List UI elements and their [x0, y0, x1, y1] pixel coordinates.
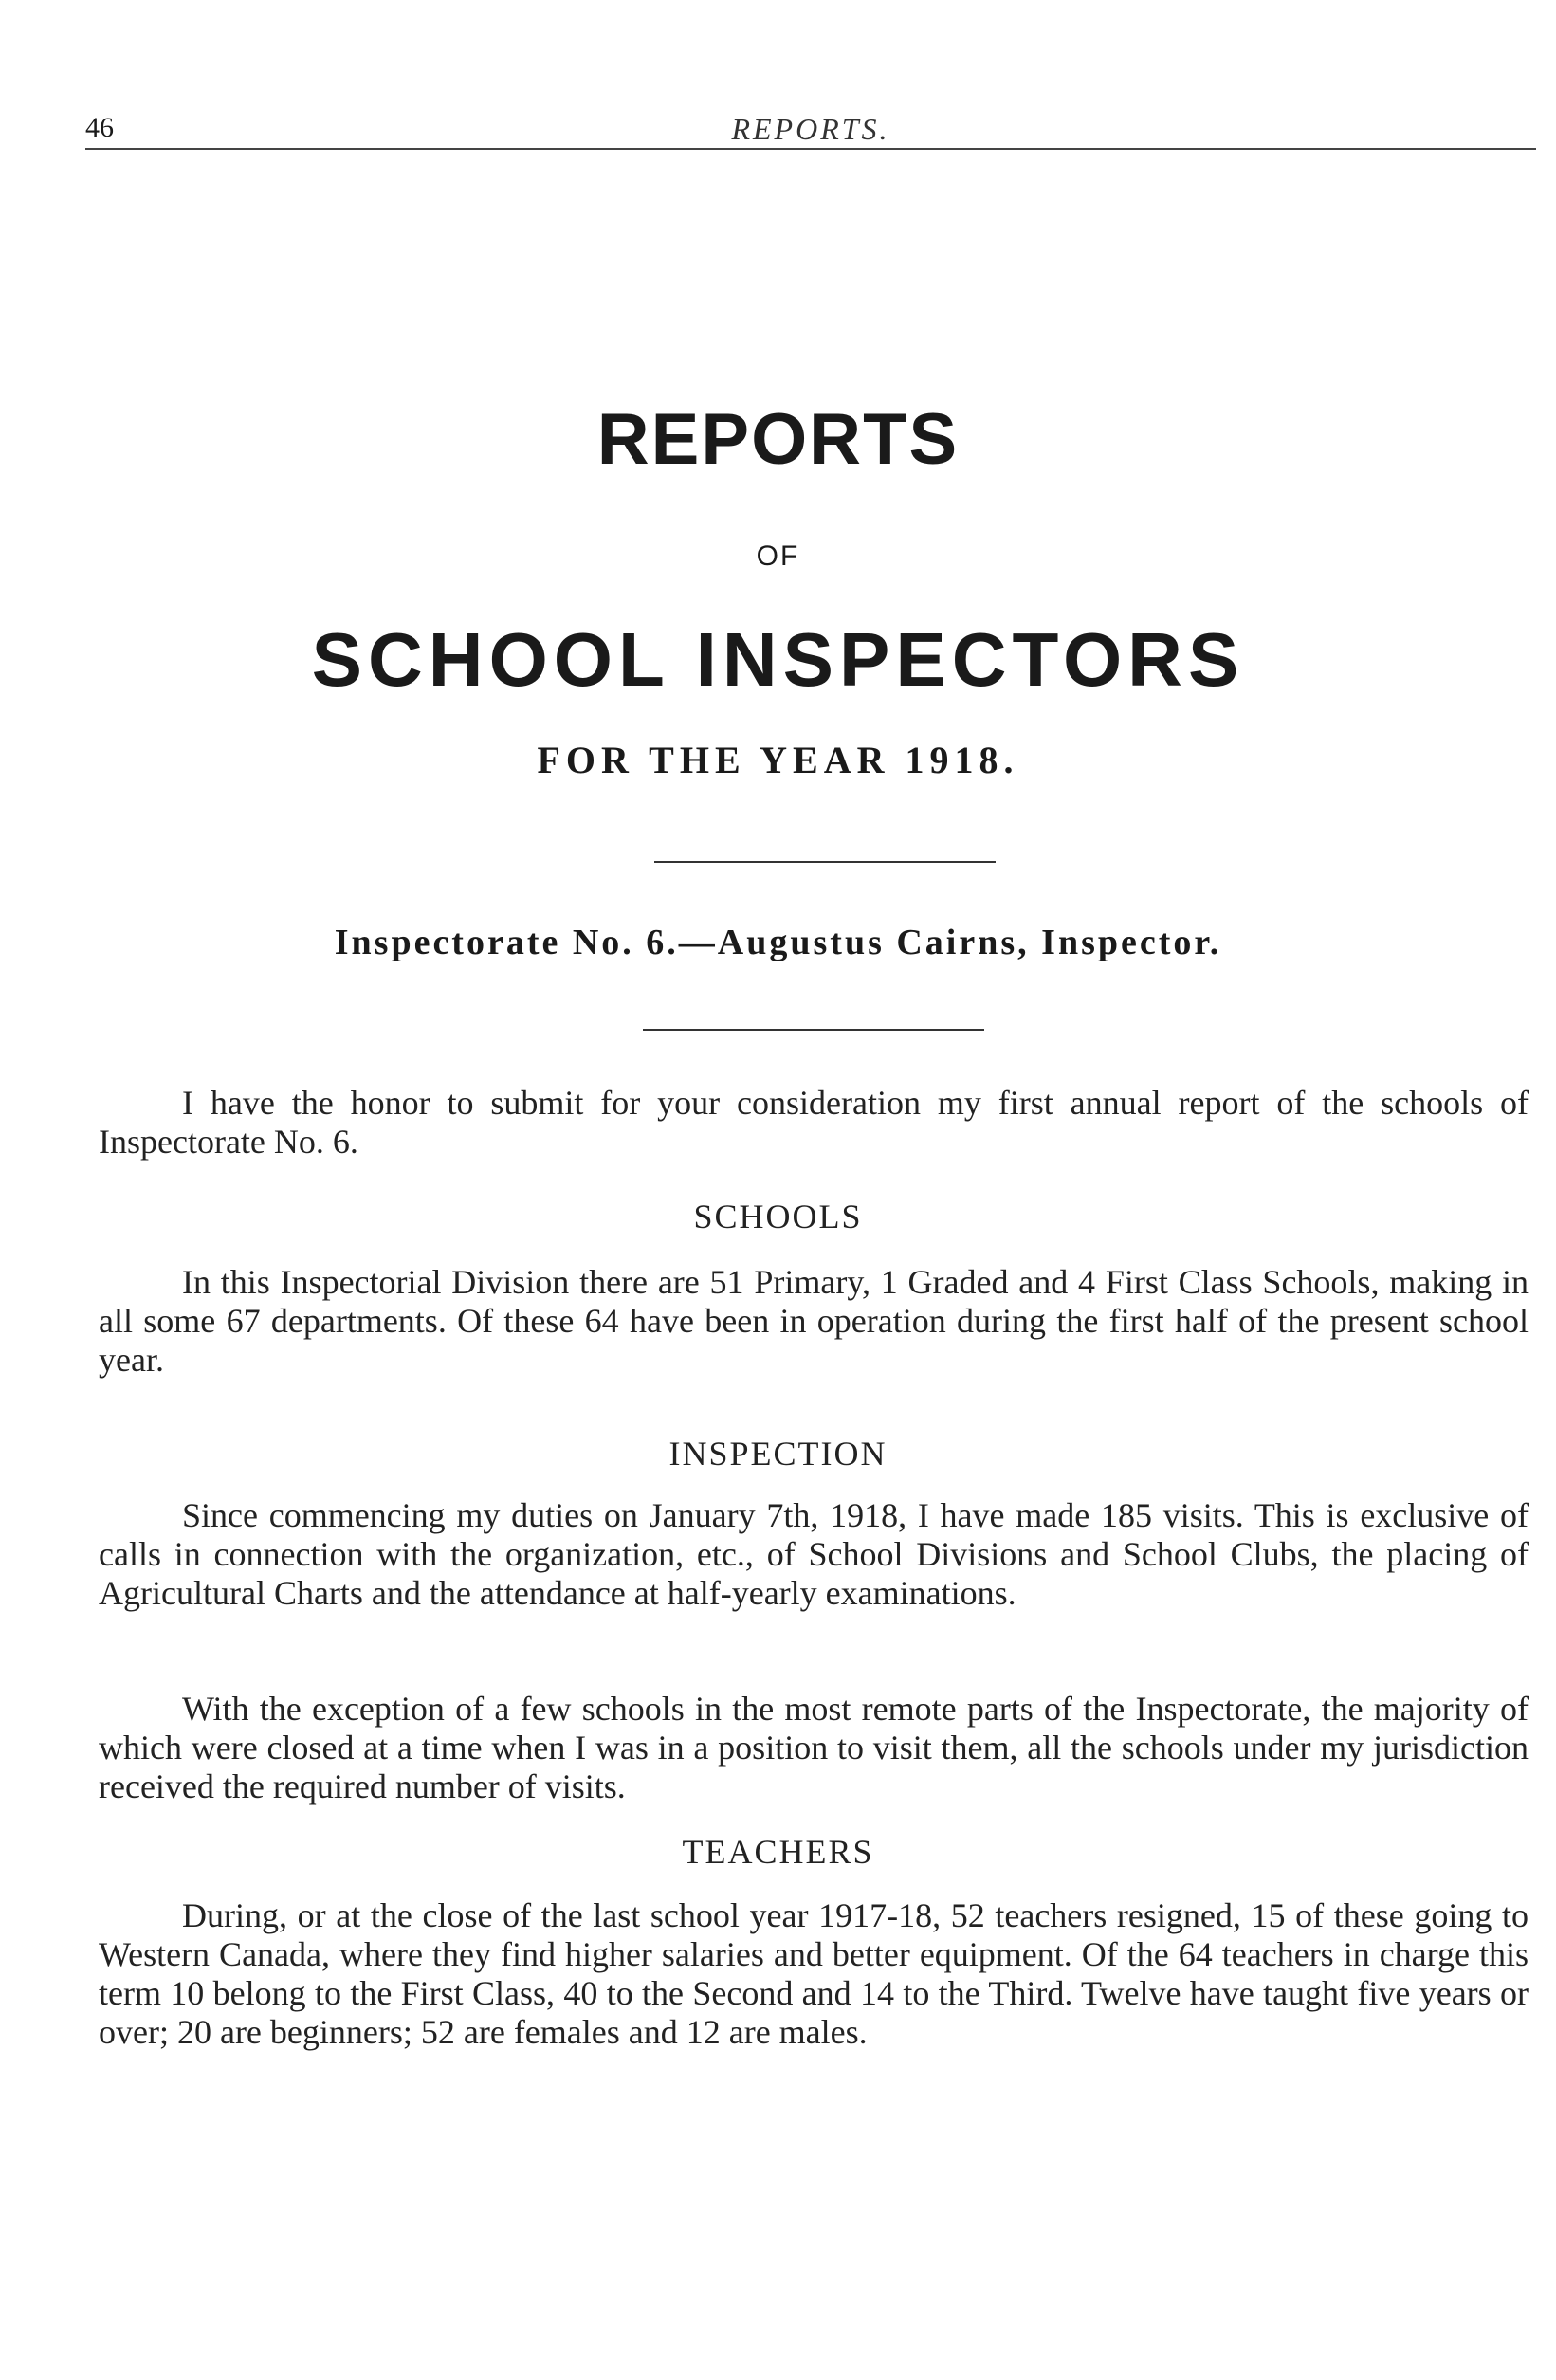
schools-paragraph: In this Inspectorial Division there are 51 Primary, 1 Graded and 4 First Class Schools, making in all some 67 departments. Of these 64 have been in operation during the first half of the present school year.: [99, 1263, 1529, 1379]
running-title: REPORTS.: [731, 112, 890, 146]
document-subtitle: SCHOOL INSPECTORS: [311, 617, 1245, 702]
inspection-paragraph-1: Since commencing my duties on January 7th, 1918, I have made 185 visits. This is exclusive of calls in connection with the organization, etc., of School Divisions and School Clubs, the placing of Agricultural Charts and the attendance at half-yearly examinations.: [99, 1496, 1529, 1612]
section-heading-inspection: INSPECTION: [668, 1435, 888, 1473]
title-of: OF: [756, 540, 800, 572]
inspection-paragraph-2: With the exception of a few schools in the most remote parts of the Inspectorate, the majority of which were closed at a time when I was in a position to visit them, all the schools under my jurisdiction received the required number of visits.: [99, 1690, 1529, 1805]
divider-rule: [654, 861, 996, 863]
inspectorate-heading: Inspectorate No. 6.—Augustus Cairns, Inspector.: [334, 923, 1222, 962]
intro-paragraph: I have the honor to submit for your consideration my first annual report of the schools of Inspectorate No. 6.: [99, 1084, 1529, 1161]
running-head: [85, 112, 1536, 150]
page-number: 46: [85, 112, 114, 143]
section-heading-teachers: TEACHERS: [682, 1833, 874, 1871]
document-title: REPORTS: [596, 399, 960, 480]
divider-rule: [643, 1029, 984, 1031]
section-heading-schools: SCHOOLS: [693, 1198, 863, 1236]
teachers-paragraph: During, or at the close of the last school year 1917-18, 52 teachers resigned, 15 of these going to Western Canada, where they find higher salaries and better equipment. Of the 64 teachers in charge this term 10 belong to the First Class, 40 to the Second and 14 to the Third. Twelve have taught five years or over; 20 are beginners; 52 are females and 12 are males.: [99, 1896, 1529, 2051]
title-year-line: FOR THE YEAR 1918.: [537, 739, 1019, 781]
